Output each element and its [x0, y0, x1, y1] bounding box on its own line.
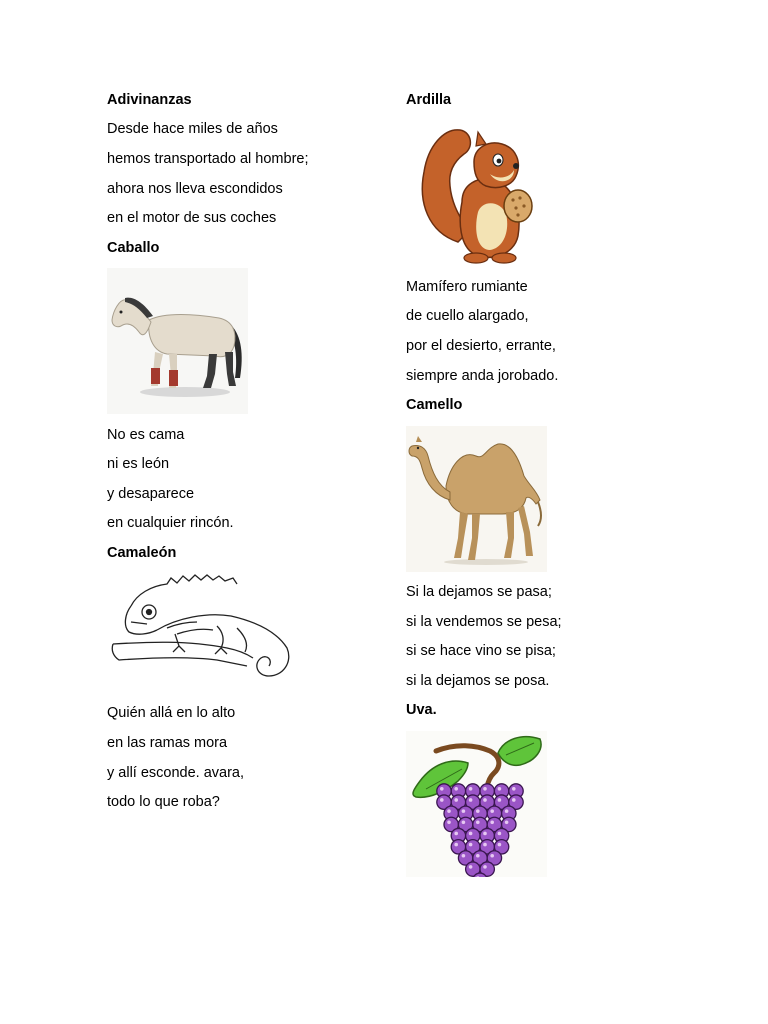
- grape-highlight: [462, 854, 466, 858]
- answer-heading: Uva.: [406, 702, 437, 718]
- chameleon-icon: [107, 572, 297, 688]
- grape-highlight: [462, 809, 466, 813]
- grape-highlight: [476, 809, 480, 813]
- grape-highlight: [454, 798, 458, 802]
- riddle-line: Desde hace miles de años: [107, 121, 278, 137]
- grape-highlight: [469, 832, 473, 836]
- grape-highlight: [498, 798, 502, 802]
- grape-highlight: [483, 865, 487, 869]
- riddle-line: siempre anda jorobado.: [406, 368, 559, 384]
- grape-highlight: [462, 820, 466, 824]
- document-title: Adivinanzas: [107, 92, 192, 108]
- riddle-line: No es cama: [107, 427, 185, 443]
- grape-highlight: [469, 865, 473, 869]
- grape-highlight: [490, 820, 494, 824]
- camel-icon: [406, 426, 547, 572]
- grape-highlight: [454, 832, 458, 836]
- grape-highlight: [512, 798, 516, 802]
- grape-highlight: [498, 787, 502, 791]
- riddle-line: ni es león: [107, 456, 170, 472]
- horse-icon: [107, 268, 248, 414]
- chameleon-image: [107, 572, 297, 688]
- grape-highlight: [440, 787, 444, 791]
- riddle-line: si se hace vino se pisa;: [406, 643, 556, 659]
- riddle-line: y desaparece: [107, 486, 195, 502]
- grape-highlight: [447, 809, 451, 813]
- grape-highlight: [483, 843, 487, 847]
- riddle-line: si la dejamos se posa.: [406, 673, 550, 689]
- squirrel-image: [418, 122, 538, 268]
- camel-image: [406, 426, 547, 572]
- grape-highlight: [469, 843, 473, 847]
- riddle-line: en el motor de sus coches: [107, 210, 277, 226]
- grape-highlight: [454, 787, 458, 791]
- grape-highlight: [469, 787, 473, 791]
- answer-heading: Caballo: [107, 240, 160, 256]
- grape-highlight: [476, 820, 480, 824]
- riddle-line: hemos transportado al hombre;: [107, 151, 309, 167]
- grapes-image: [406, 731, 547, 877]
- grape-highlight: [498, 832, 502, 836]
- grapes-icon: [406, 731, 547, 877]
- riddle-line: Mamífero rumiante: [406, 279, 528, 295]
- answer-heading: Camaleón: [107, 545, 177, 561]
- grape-highlight: [469, 798, 473, 802]
- grape-highlight: [454, 843, 458, 847]
- squirrel-icon: [418, 122, 538, 268]
- answer-heading: Camello: [406, 397, 463, 413]
- riddle-line: Quién allá en lo alto: [107, 705, 236, 721]
- grape-highlight: [505, 820, 509, 824]
- grape-highlight: [483, 798, 487, 802]
- grape-highlight: [447, 820, 451, 824]
- answer-heading: Ardilla: [406, 92, 452, 108]
- grape-highlight: [490, 854, 494, 858]
- riddle-line: y allí esconde. avara,: [107, 765, 245, 781]
- riddle-line: si la vendemos se pesa;: [406, 614, 562, 630]
- horse-image: [107, 268, 248, 414]
- riddle-line: Si la dejamos se pasa;: [406, 584, 552, 600]
- grape-highlight: [483, 832, 487, 836]
- grape-highlight: [440, 798, 444, 802]
- riddle-line: de cuello alargado,: [406, 308, 529, 324]
- grape-highlight: [498, 843, 502, 847]
- riddle-line: en las ramas mora: [107, 735, 228, 751]
- grape-highlight: [512, 787, 516, 791]
- riddle-line: todo lo que roba?: [107, 794, 220, 810]
- riddle-line: por el desierto, errante,: [406, 338, 556, 354]
- riddle-line: ahora nos lleva escondidos: [107, 181, 283, 197]
- grape-highlight: [483, 787, 487, 791]
- grape-highlight: [490, 809, 494, 813]
- grape-highlight: [476, 854, 480, 858]
- riddle-line: en cualquier rincón.: [107, 515, 234, 531]
- grape-highlight: [505, 809, 509, 813]
